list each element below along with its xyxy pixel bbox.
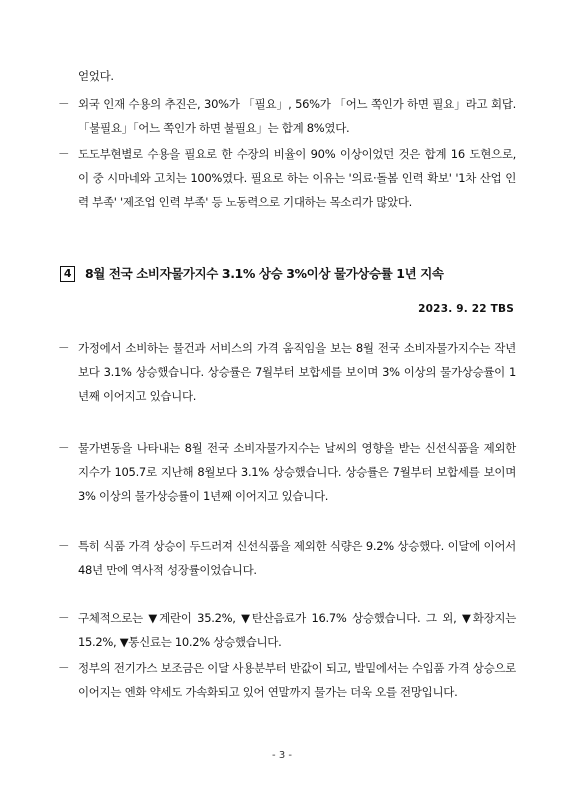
dash-marker: － xyxy=(58,441,70,455)
dateline: 2023. 9. 22 TBS xyxy=(418,303,514,315)
dash-marker: － xyxy=(58,341,70,355)
section-heading xyxy=(60,262,516,286)
list-item xyxy=(58,92,516,140)
list-item xyxy=(58,656,516,704)
bullet-text: 가정에서 소비하는 물건과 서비스의 가격 움직임을 보는 8월 전국 소비자물가지수는 작년보다 3.1% 상승했습니다. 상승률은 7월부터 보합세를 보이며 3% 이상의 물가상승률이 1년째 이어지고 있습니다. xyxy=(78,341,516,403)
dash-marker: － xyxy=(58,611,70,625)
bullet-text: 정부의 전기가스 보조금은 이달 사용분부터 반값이 되고, 발밑에서는 수입품 가격 상승으로 이어지는 엔화 약세도 가속화되고 있어 연말까지 물가는 더욱 오를 전망입니다. xyxy=(78,661,516,699)
list-item xyxy=(58,142,516,214)
dash-marker: － xyxy=(58,97,70,111)
list-item xyxy=(58,436,516,508)
list-item xyxy=(58,336,516,408)
page-number: - 3 - xyxy=(272,750,292,761)
bullet-text: 외국 인재 수용의 추진은, 30%가 「필요」, 56%가 「어느 쪽인가 하면 필요」라고 회답. 「불필요」「어느 쪽인가 하면 불필요」는 합계 8%였다. xyxy=(78,97,516,135)
bullet-text: 물가변동을 나타내는 8월 전국 소비자물가지수는 날씨의 영향을 받는 신선식품을 제외한 지수가 105.7로 지난해 8월보다 3.1% 상승했습니다. 상승률은 7월부터 보합세를 보이며 3% 이상의 물가상승률이 1년째 이어지고 있습니다. xyxy=(78,441,516,503)
section-number: 4 xyxy=(60,266,75,282)
bullet-text: 구체적으로는 ▼계란이 35.2%, ▼탄산음료가 16.7% 상승했습니다. 그 외, ▼화장지는 15.2%, ▼통신료는 10.2% 상승했습니다. xyxy=(78,611,516,649)
list-item xyxy=(58,606,516,654)
section-title: 8월 전국 소비자물가지수 3.1% 상승 3%이상 물가상승률 1년 지속 xyxy=(85,266,444,281)
bullet-text: 도도부현별로 수용을 필요로 한 수장의 비율이 90% 이상이었던 것은 합계 16 도현으로, 이 중 시마네와 고치는 100%였다. 필요로 하는 이유는 '의료·돌봄 인력 확보' '1차 산업 인력 부족' '제조업 인력 부족' 등 노동력으로 기대하는 목소리가 많았다. xyxy=(78,147,516,209)
dash-marker: － xyxy=(58,661,70,675)
dash-marker: － xyxy=(58,147,70,161)
list-item xyxy=(58,534,516,582)
continuation-text: 얻었다. xyxy=(78,69,114,83)
bullet-text: 특히 식품 가격 상승이 두드러져 신선식품을 제외한 식량은 9.2% 상승했다. 이달에 이어서 48년 만에 역사적 성장률이었습니다. xyxy=(78,539,516,577)
dash-marker: － xyxy=(58,539,70,553)
